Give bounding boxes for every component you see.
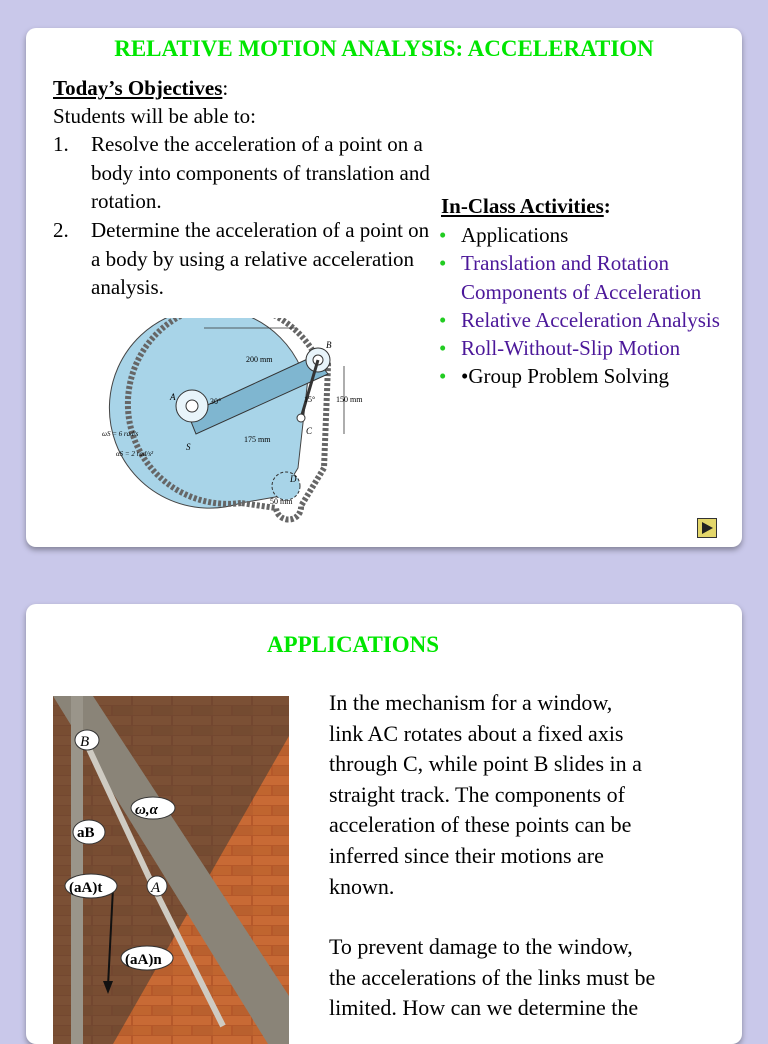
svg-text:ω,α: ω,α: [135, 802, 158, 818]
label-ab-badge: [73, 820, 105, 844]
objectives-intro: Students will be able to:: [53, 104, 256, 128]
objective-item-1: [53, 130, 433, 216]
activity-item: [439, 362, 739, 390]
text-line: limited. How can we determine the: [329, 995, 639, 1021]
svg-text:A: A: [151, 880, 161, 896]
label-150: 150 mm: [336, 395, 363, 404]
activities-heading-text: In-Class Activities: [441, 194, 604, 218]
pin-a: [186, 400, 198, 412]
label-omega-s: ωS = 6 rad/s: [102, 430, 139, 438]
activity-text: Applications: [461, 223, 569, 247]
svg-text:(aA)n: (aA)n: [125, 952, 162, 968]
label-omega-badge: [131, 797, 175, 819]
label-alpha-s: αS = 2 rad/s²: [116, 450, 154, 458]
activity-text: Roll-Without-Slip Motion: [461, 336, 681, 361]
label-30: 30°: [210, 397, 222, 406]
label-a-badge: [147, 876, 167, 896]
paragraph-1: [329, 688, 729, 902]
label-d: D: [290, 474, 297, 484]
text-line: straight track. The components of: [329, 781, 625, 807]
text-line: In the mechanism for a window,: [329, 690, 613, 715]
activities-list: [439, 221, 739, 391]
activity-item: [439, 334, 739, 362]
label-aat-badge: [65, 874, 117, 898]
slide-title: RELATIVE MOTION ANALYSIS: ACCELERATION: [114, 36, 654, 61]
label-b-badge: [75, 730, 99, 750]
text-line: link AC rotates about a fixed axis: [329, 720, 624, 746]
slide-title: APPLICATIONS: [266, 632, 440, 657]
next-slide-button[interactable]: [697, 518, 717, 538]
bullet: •: [439, 251, 447, 276]
activity-text: Translation and Rotation Components of Acceleration: [461, 251, 702, 304]
label-15: 15°: [304, 395, 316, 404]
label-a: A: [170, 392, 176, 402]
play-arrow-icon: [698, 519, 716, 537]
text-line: acceleration of these points can be: [329, 812, 632, 838]
label-b: B: [326, 340, 332, 350]
objective-number: 2.: [53, 218, 69, 242]
text-line: known.: [329, 873, 395, 899]
bullet: •: [439, 307, 447, 332]
svg-text:(aA)t: (aA)t: [69, 880, 103, 896]
bullet: •: [439, 364, 447, 389]
chain-drive-diagram: [96, 318, 406, 528]
text-line: inferred since their motions are: [329, 842, 604, 868]
label-s: S: [186, 442, 191, 452]
window-mechanism-photo: [53, 696, 289, 1044]
objective-item-2: [53, 216, 433, 302]
label-aan-badge: [121, 946, 173, 970]
objective-text: Determine the acceleration of a point on a body by using a relative acceleration analysis.: [91, 218, 430, 299]
activity-text: Relative Acceleration Analysis: [461, 307, 720, 332]
bullet: •: [439, 223, 447, 247]
activities-heading: [441, 194, 611, 219]
activity-text: •Group Problem Solving: [461, 364, 670, 389]
pin-c: [297, 414, 305, 422]
svg-text:B: B: [80, 734, 90, 750]
slide-objectives: [26, 28, 742, 547]
text-line: To prevent damage to the window,: [329, 934, 633, 959]
text-line: through C, while point B slides in a: [329, 751, 642, 777]
label-175: 175 mm: [244, 435, 271, 444]
bullet: •: [439, 336, 447, 361]
slide-applications: [26, 604, 742, 1044]
svg-text:aB: aB: [77, 825, 95, 841]
label-50: 50 mm: [270, 497, 293, 506]
activities-colon: :: [603, 194, 611, 218]
objectives-heading-text: Today’s Objectives: [53, 76, 223, 100]
label-c: C: [306, 426, 313, 436]
text-line: the accelerations of the links must be: [329, 964, 656, 990]
objectives-colon: :: [222, 76, 229, 100]
paragraph-2: [329, 932, 729, 1024]
objective-number: 1.: [53, 132, 69, 156]
activity-item: [439, 249, 739, 306]
activity-item: [439, 306, 739, 334]
objective-text: Resolve the acceleration of a point on a body into components of translation and rotation.: [91, 132, 430, 213]
activity-item: [439, 221, 739, 249]
label-200: 200 mm: [246, 355, 273, 364]
objectives-heading: [53, 76, 228, 101]
